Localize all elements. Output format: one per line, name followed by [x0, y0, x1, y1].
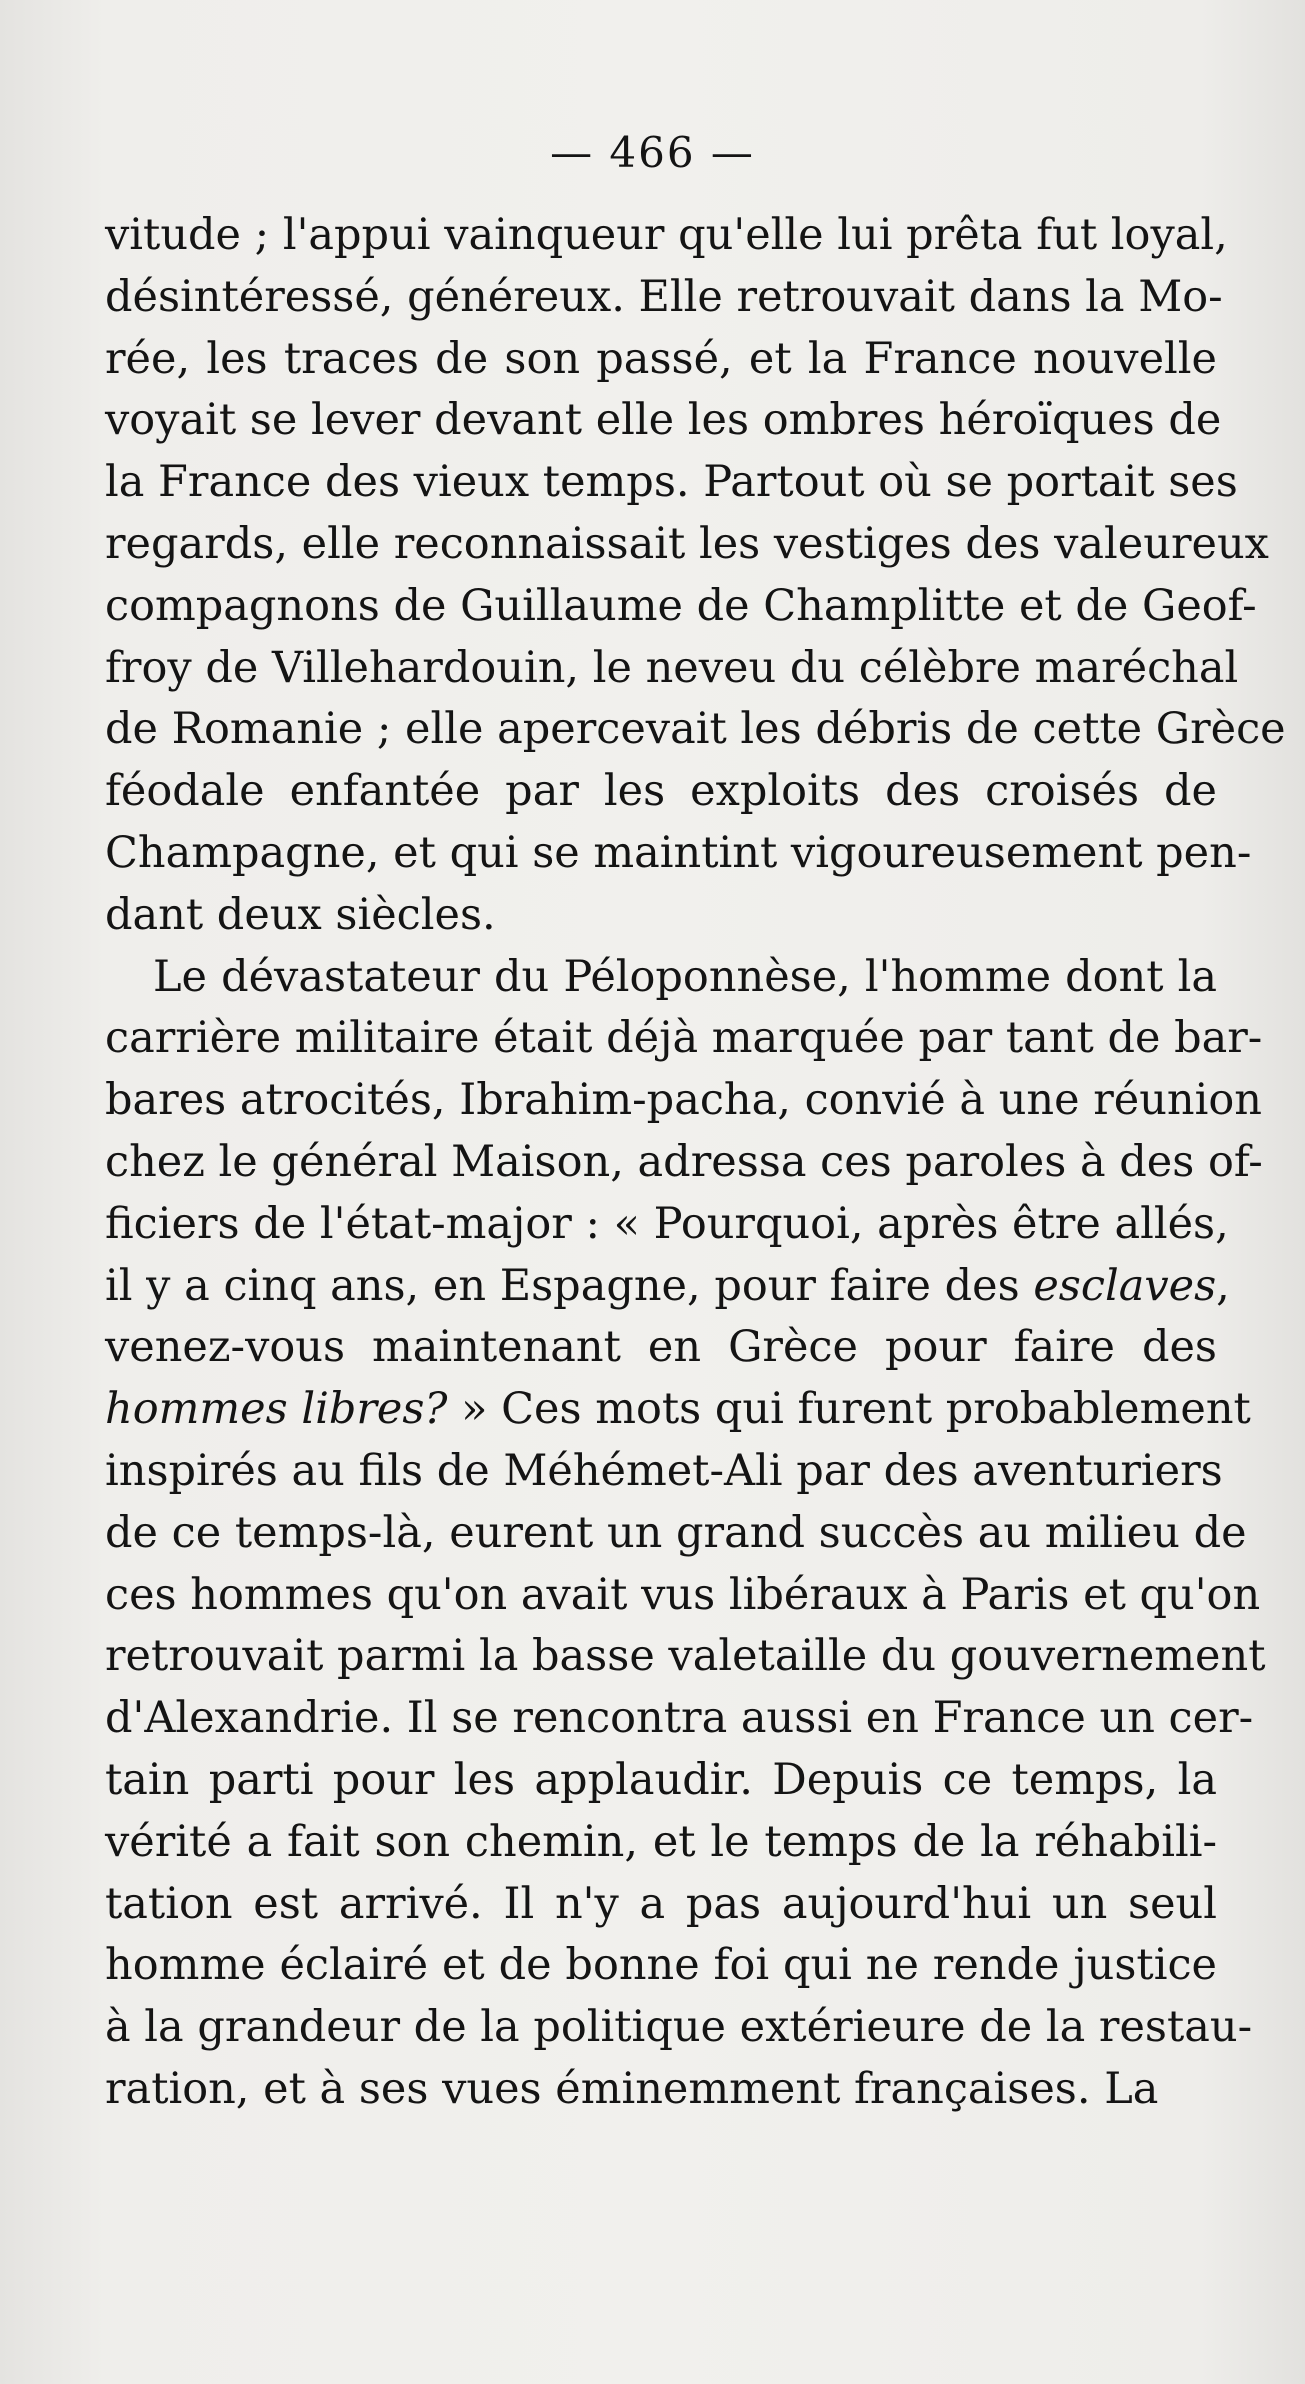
text-span: carrière militaire était déjà marquée par tant de bar-: [105, 1013, 1263, 1064]
page-number: — 466 —: [550, 128, 755, 177]
text-line: [105, 1379, 1251, 1441]
text-span: ,: [1216, 1260, 1230, 1311]
text-line: [105, 329, 1217, 391]
text-span: la France des vieux temps. Partout où se portait ses: [105, 457, 1238, 508]
text-line: [105, 823, 1252, 885]
text-span: regards, elle reconnaissait les vestiges des valeureux: [105, 518, 1269, 569]
text-line: [105, 1441, 1223, 1503]
text-line: [105, 576, 1257, 638]
text-line: [105, 1626, 1266, 1688]
text-span: féodale enfantée par les exploits des croisés de: [105, 766, 1217, 817]
text-span: à la grandeur de la politique extérieure de la restau-: [105, 2002, 1253, 2053]
text-line: [105, 2059, 1217, 2121]
text-line: [105, 1194, 1229, 1256]
text-span: homme éclairé et de bonne foi qui ne rende justice: [105, 1940, 1217, 1991]
text-line: [105, 1317, 1217, 1379]
text-span: de Romanie ; elle apercevait les débris de cette Grèce: [105, 704, 1286, 755]
text-span: désintéressé, généreux. Elle retrouvait dans la Mo-: [105, 271, 1223, 322]
text-line: [105, 1997, 1253, 2059]
text-line: [105, 638, 1239, 700]
text-line: [105, 514, 1269, 576]
text-line: [105, 1750, 1217, 1812]
text-span: dant deux siècles.: [105, 889, 496, 940]
text-span: tain parti pour les applaudir. Depuis ce temps, la: [105, 1754, 1217, 1805]
text-line: [105, 205, 1228, 267]
text-span: Champagne, et qui se maintint vigoureusement pen-: [105, 827, 1252, 878]
text-line: [105, 1008, 1263, 1070]
text-line: [105, 1565, 1261, 1627]
text-span: d'Alexandrie. Il se rencontra aussi en France un cer-: [105, 1693, 1254, 1744]
text-span: venez-vous maintenant en Grèce pour faire des: [105, 1322, 1217, 1373]
text-span: rée, les traces de son passé, et la France nouvelle: [105, 333, 1217, 384]
italic-text: hommes libres?: [105, 1384, 448, 1435]
text-span: vitude ; l'appui vainqueur qu'elle lui prêta fut loyal,: [105, 210, 1228, 260]
text-span: inspirés au fils de Méhémet-Ali par des aventuriers: [105, 1445, 1223, 1496]
text-line: [105, 1070, 1262, 1132]
text-line: [105, 267, 1223, 329]
text-span: il y a cinq ans, en Espagne, pour faire des: [105, 1260, 1034, 1311]
text-line: [105, 1688, 1254, 1750]
text-span: vérité a fait son chemin, et le temps de la réhabili-: [105, 1816, 1217, 1867]
text-line: [105, 1503, 1247, 1565]
text-span: de ce temps-là, eurent un grand succès au milieu de: [105, 1507, 1247, 1558]
text-span: » Ces mots qui furent probablement: [447, 1384, 1251, 1435]
text-line: [105, 1874, 1217, 1936]
text-span: Le dévastateur du Péloponnèse, l'homme dont la: [153, 951, 1217, 1002]
text-span: froy de Villehardouin, le neveu du célèbre maréchal: [105, 642, 1239, 693]
text-span: ces hommes qu'on avait vus libéraux à Paris et qu'on: [105, 1569, 1261, 1620]
text-span: tation est arrivé. Il n'y a pas aujourd'hui un seul: [105, 1878, 1217, 1929]
body-text: [105, 205, 1286, 2121]
text-span: compagnons de Guillaume de Champlitte et de Geof-: [105, 580, 1257, 631]
text-line: [105, 947, 1217, 1009]
text-line: [105, 699, 1286, 761]
text-line: [105, 1812, 1217, 1874]
text-line: [105, 452, 1238, 514]
text-span: voyait se lever devant elle les ombres héroïques de: [105, 395, 1222, 446]
text-span: chez le général Maison, adressa ces paroles à des of-: [105, 1136, 1263, 1187]
text-span: bares atrocités, Ibrahim-pacha, convié à une réunion: [105, 1075, 1262, 1126]
text-line: [105, 885, 1217, 947]
text-span: retrouvait parmi la basse valetaille du gouvernement: [105, 1631, 1266, 1682]
text-line: [105, 1256, 1230, 1318]
text-line: [105, 1935, 1217, 1997]
text-line: [105, 761, 1217, 823]
text-span: ficiers de l'état-major : « Pourquoi, après être allés,: [105, 1198, 1229, 1249]
text-line: [105, 1132, 1263, 1194]
text-span: ration, et à ses vues éminemment françaises. La: [105, 2063, 1159, 2114]
italic-text: esclaves: [1033, 1260, 1217, 1311]
text-line: [105, 390, 1222, 452]
